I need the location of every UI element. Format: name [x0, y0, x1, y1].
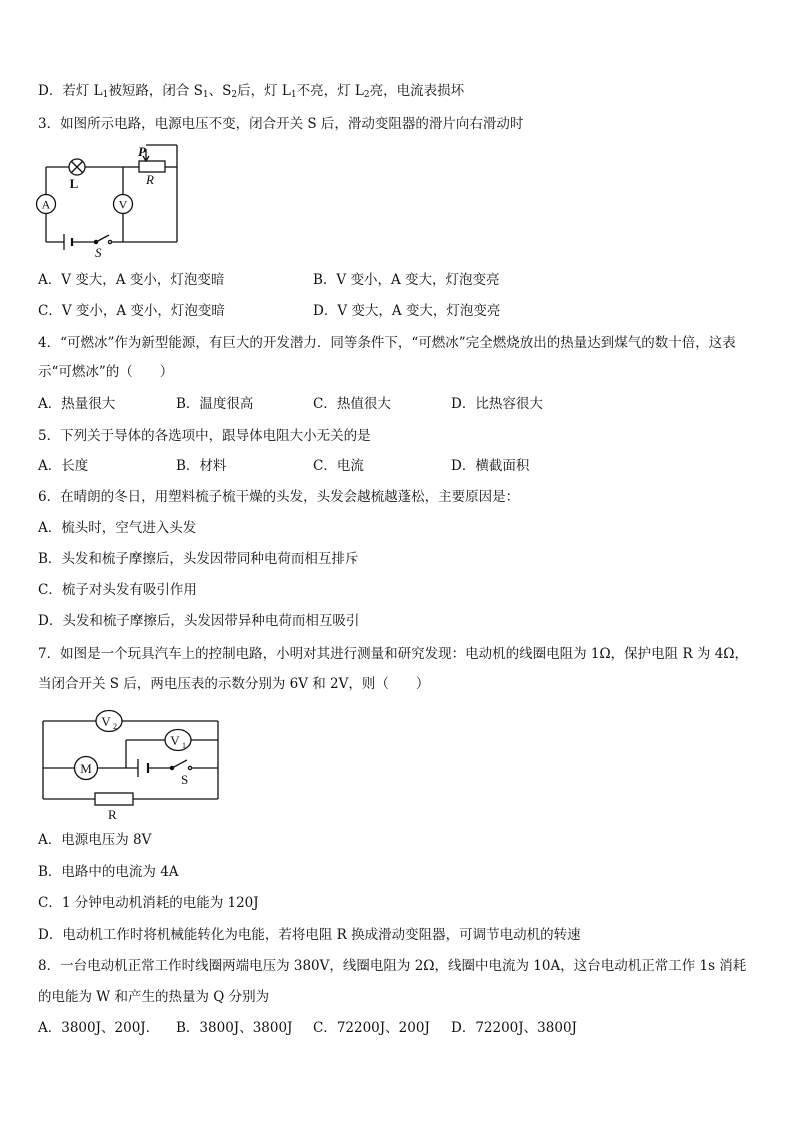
q7-label-v1: V	[170, 733, 180, 748]
q7-label-v2-sub: 2	[113, 722, 117, 731]
q6-stem: 6．在晴朗的冬日，用塑料梳子梳干燥的头发，头发会越梳越蓬松，主要原因是：	[38, 489, 520, 505]
motor-symbol	[75, 757, 98, 780]
q4-option-c: C．热值很大	[313, 396, 391, 412]
q8-option-d: D．72200J、3800J	[451, 1020, 577, 1036]
q3-label-v: V	[118, 197, 128, 212]
q7-label-m: M	[80, 761, 92, 776]
q5-option-d: D．横截面积	[451, 458, 530, 474]
switch-symbol	[170, 760, 191, 770]
q2-option-d: D．若灯 $L_1$被短路，闭合 $S_1$、$S_2$后，灯 $L_1$不亮，灯 $L_2$亮，电流表损坏	[38, 83, 465, 100]
q8-option-c: C．72200J、200J	[313, 1020, 430, 1036]
q7-label-v2: V	[101, 714, 111, 729]
q6-option-b: B．头发和梳子摩擦后，头发因带同种电荷而相互排斥	[38, 551, 359, 567]
voltmeter-v1-symbol	[165, 730, 191, 751]
q7-stem-line1: 7．如图是一个玩具汽车上的控制电路，小明对其进行测量和研究发现：电动机的线圈电阻为 1Ω，保护电阻 R 为 4Ω，	[38, 646, 748, 662]
q8-option-b: B．3800J、3800J	[176, 1020, 293, 1036]
resistor-symbol	[95, 793, 133, 805]
battery-symbol	[138, 759, 148, 777]
q3-label-s: S	[95, 245, 102, 258]
q3-option-c: C．V 变小，A 变小，灯泡变暗	[38, 303, 225, 319]
q3-label-a: A	[41, 197, 51, 212]
q3-option-d: D．V 变大，A 变大，灯泡变亮	[313, 303, 501, 319]
q4-option-d: D．比热容很大	[451, 396, 543, 412]
q5-option-a: A．长度	[38, 458, 89, 474]
q7-option-c: C．1 分钟电动机消耗的电能为 120J	[38, 895, 259, 911]
q8-stem-line2: 的电能为 W 和产生的热量为 Q 分别为	[38, 989, 270, 1005]
lamp-symbol	[69, 159, 85, 175]
q6-option-d: D．头发和梳子摩擦后，头发因带异种电荷而相互吸引	[38, 613, 360, 629]
q6-option-a: A．梳头时，空气进入头发	[38, 520, 197, 536]
q4-stem-line1: 4．“可燃冰”作为新型能源，有巨大的开发潜力．同等条件下，“可燃冰”完全燃烧放出的热量达到煤气的数十倍，这表	[38, 335, 736, 351]
switch-symbol	[94, 235, 111, 244]
q8-stem-line1: 8．一台电动机正常工作时线圈两端电压为 380V，线圈电阻为 2Ω，线圈中电流为 10A，这台电动机正常工作 1s 消耗	[38, 958, 747, 974]
q3-label-p: P	[138, 144, 146, 159]
q4-option-a: A．热量很大	[38, 396, 116, 412]
q5-stem: 5．下列关于导体的各选项中，跟导体电阻大小无关的是	[38, 428, 371, 444]
ammeter-symbol	[37, 195, 56, 214]
q3-circuit-diagram	[34, 142, 184, 258]
q7-label-r: R	[108, 807, 117, 822]
q5-option-c: C．电流	[313, 458, 364, 474]
voltmeter-symbol	[114, 195, 133, 214]
q7-label-s: S	[181, 772, 189, 787]
q3-stem: 3．如图所示电路，电源电压不变，闭合开关 S 后，滑动变阻器的滑片向右滑动时	[38, 116, 524, 132]
q7-option-a: A．电源电压为 8V	[38, 832, 152, 848]
q8-option-a: A．3800J、200J．	[38, 1020, 160, 1036]
q7-stem-line2: 当闭合开关 S 后，两电压表的示数分别为 6V 和 2V，则（ ）	[38, 676, 430, 692]
q3-label-l: L	[69, 176, 79, 191]
q3-option-b: B．V 变小，A 变大，灯泡变亮	[313, 272, 500, 288]
q4-stem-line2: 示“可燃冰”的（ ）	[38, 364, 174, 380]
q7-option-d: D．电动机工作时将机械能转化为电能，若将电阻 R 换成滑动变阻器，可调节电动机的转速	[38, 927, 581, 943]
q5-option-b: B．材料	[176, 458, 227, 474]
q6-option-c: C．梳子对头发有吸引作用	[38, 582, 197, 598]
q4-option-b: B．温度很高	[176, 396, 254, 412]
q7-circuit-diagram	[40, 706, 225, 822]
battery-symbol	[64, 234, 72, 250]
q3-label-r: R	[146, 172, 154, 187]
voltmeter-v2-symbol	[96, 711, 122, 732]
q7-label-v1-sub: 1	[182, 741, 186, 750]
q7-option-b: B．电路中的电流为 4A	[38, 864, 179, 880]
q3-option-a: A．V 变大，A 变小，灯泡变暗	[38, 272, 225, 288]
